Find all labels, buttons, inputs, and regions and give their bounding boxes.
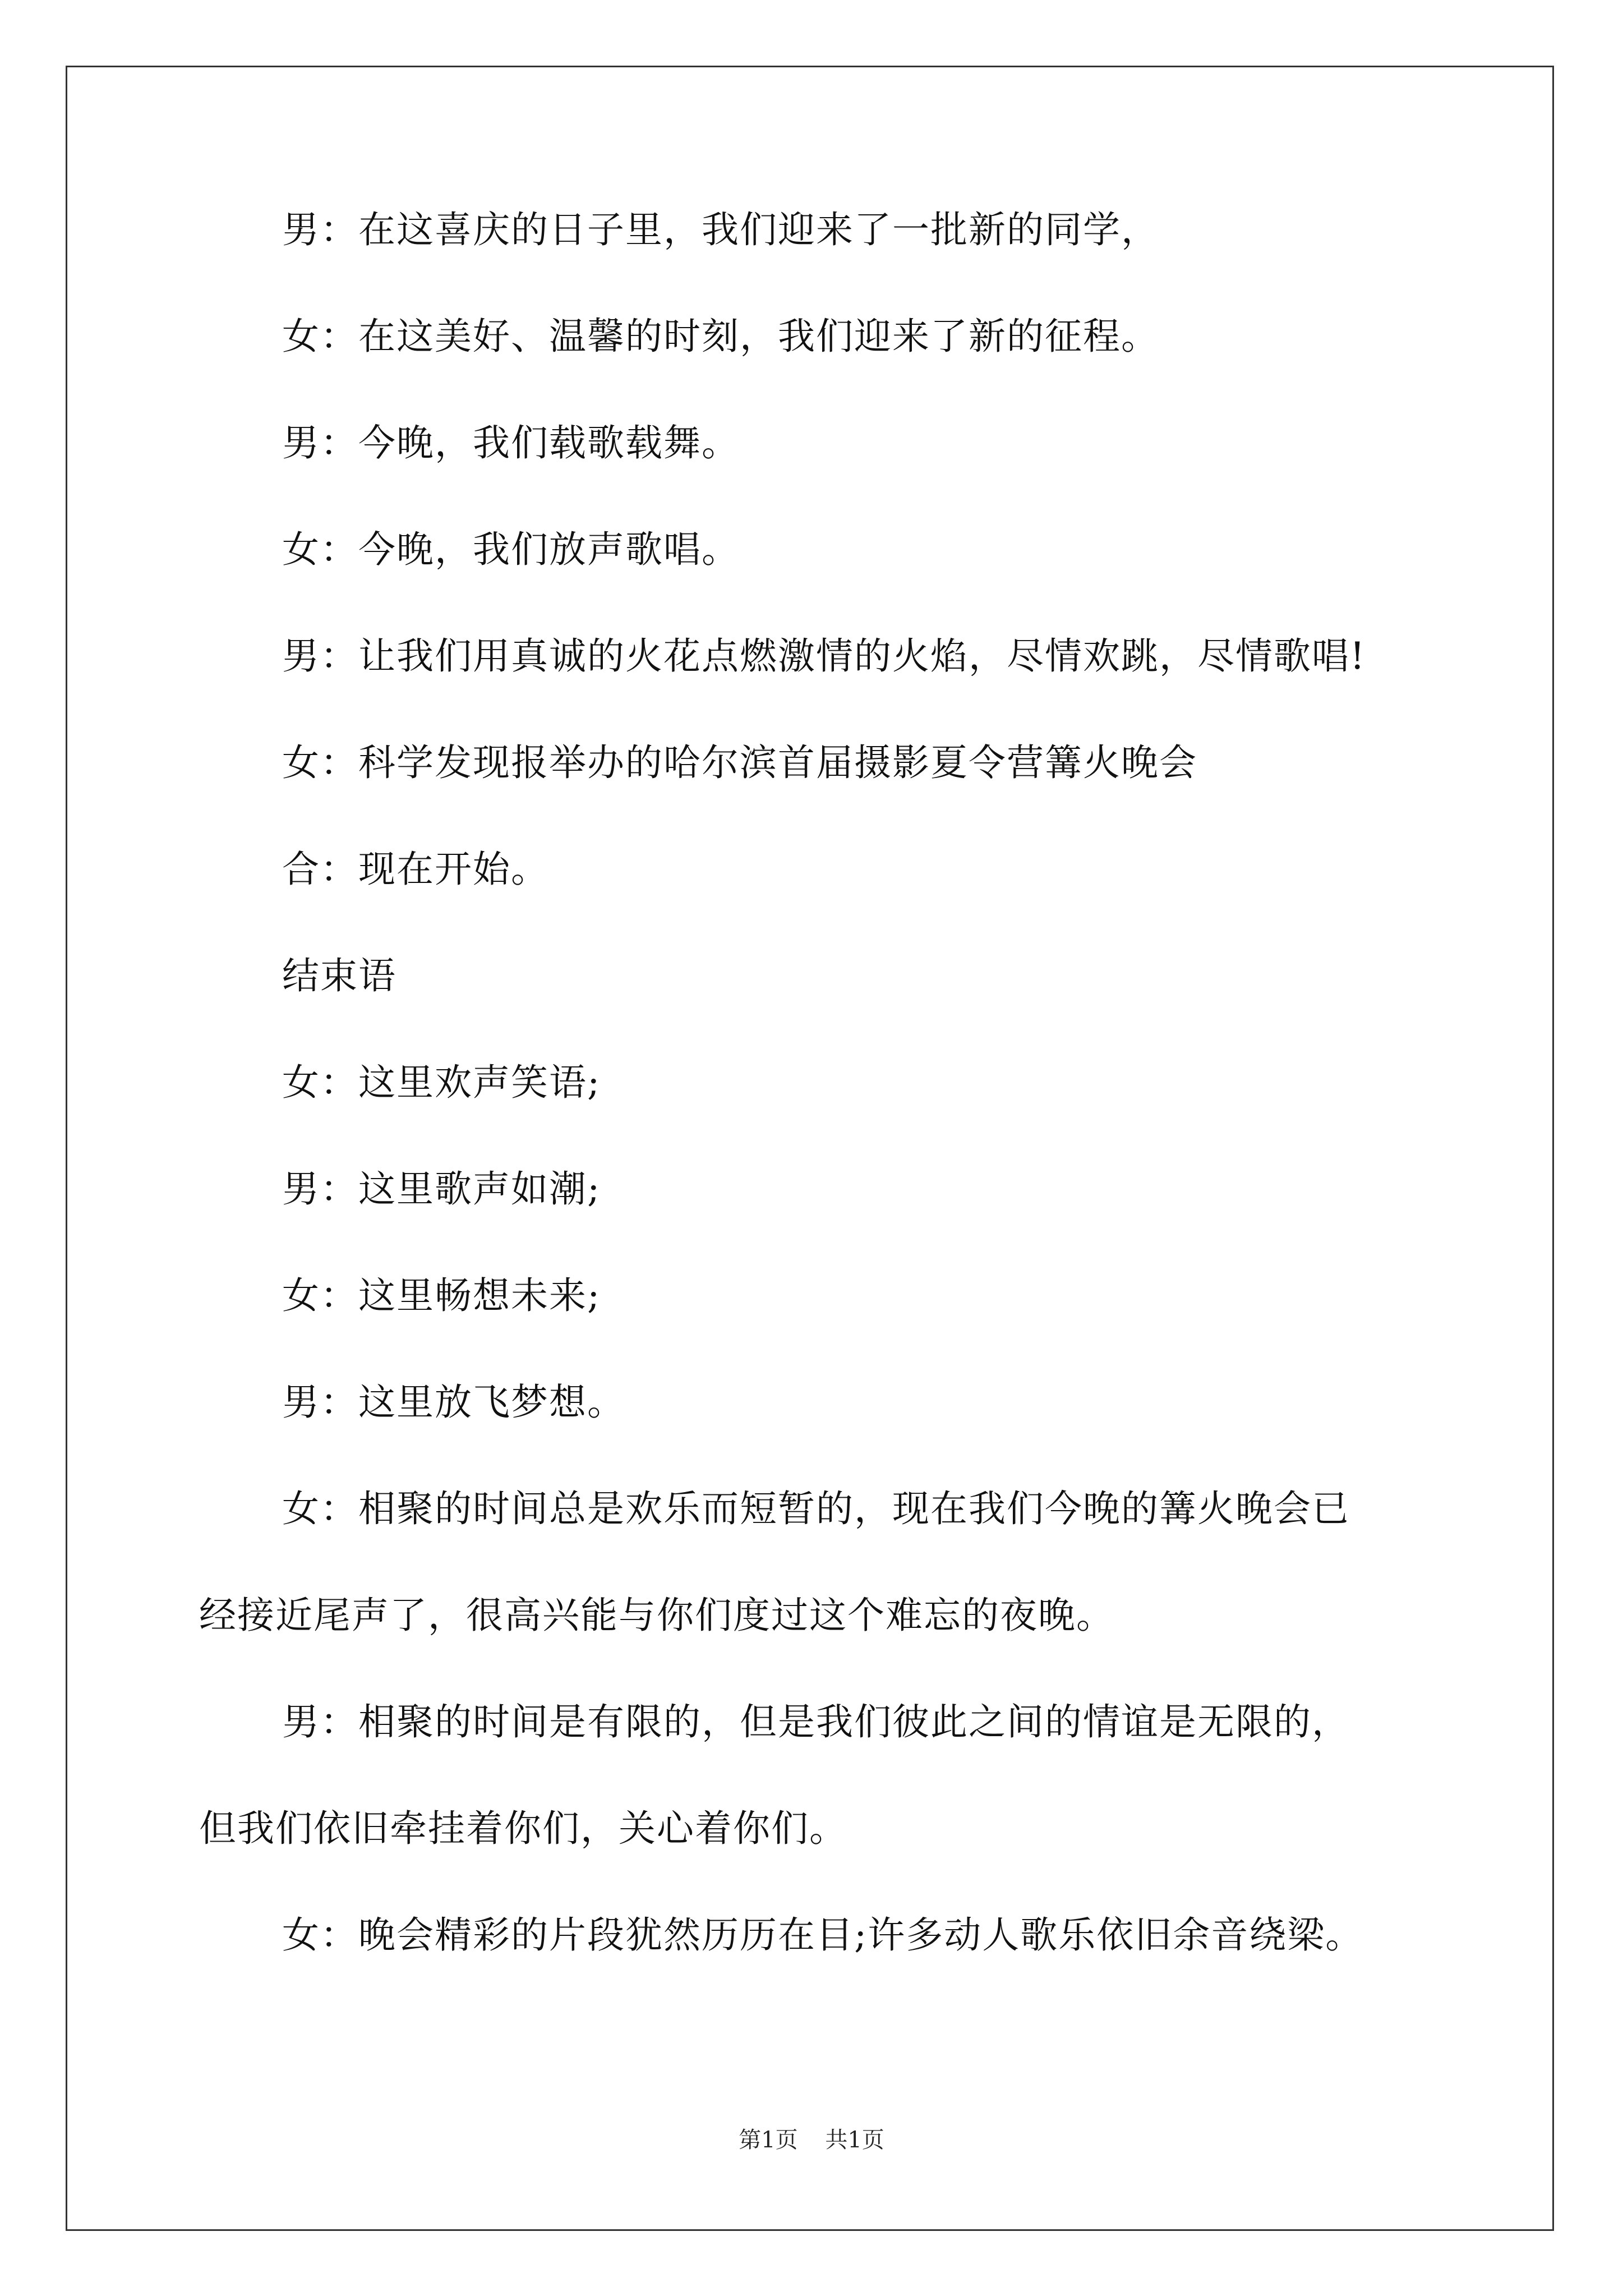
paragraph-9: 男：这里歌声如潮; — [282, 1167, 601, 1211]
paragraph-8: 女：这里欢声笑语; — [282, 1061, 601, 1104]
paragraph-13-cont: 但我们依旧牵挂着你们，关心着你们。 — [199, 1807, 847, 1850]
paragraph-4: 女：今晚，我们放声歌唱。 — [282, 528, 740, 571]
page-total: 共1页 — [825, 2127, 884, 2153]
paragraph-13: 男：相聚的时间是有限的，但是我们彼此之间的情谊是无限的， — [282, 1700, 1350, 1743]
paragraph-7: 合：现在开始。 — [282, 848, 549, 891]
page-number: 第1页 — [739, 2127, 798, 2153]
page-border — [66, 66, 1554, 2231]
paragraph-12-cont: 经接近尾声了，很高兴能与你们度过这个难忘的夜晚。 — [199, 1594, 1114, 1637]
paragraph-2: 女：在这美好、温馨的时刻，我们迎来了新的征程。 — [282, 315, 1159, 358]
paragraph-3: 男：今晚，我们载歌载舞。 — [282, 421, 740, 464]
paragraph-1: 男：在这喜庆的日子里，我们迎来了一批新的同学， — [282, 208, 1159, 251]
paragraph-14: 女：晚会精彩的片段犹然历历在目;许多动人歌乐依旧余音绕梁。 — [282, 1913, 1364, 1957]
page-footer — [0, 2126, 1623, 2154]
paragraph-6: 女：科学发现报举办的哈尔滨首届摄影夏令营篝火晚会 — [282, 741, 1197, 784]
paragraph-10: 女：这里畅想未来; — [282, 1274, 601, 1317]
section-heading: 结束语 — [282, 954, 396, 997]
paragraph-5: 男：让我们用真诚的火花点燃激情的火焰，尽情欢跳，尽情歌唱! — [282, 634, 1366, 678]
paragraph-12: 女：相聚的时间总是欢乐而短暂的，现在我们今晚的篝火晚会已 — [282, 1487, 1350, 1530]
paragraph-11: 男：这里放飞梦想。 — [282, 1381, 625, 1424]
